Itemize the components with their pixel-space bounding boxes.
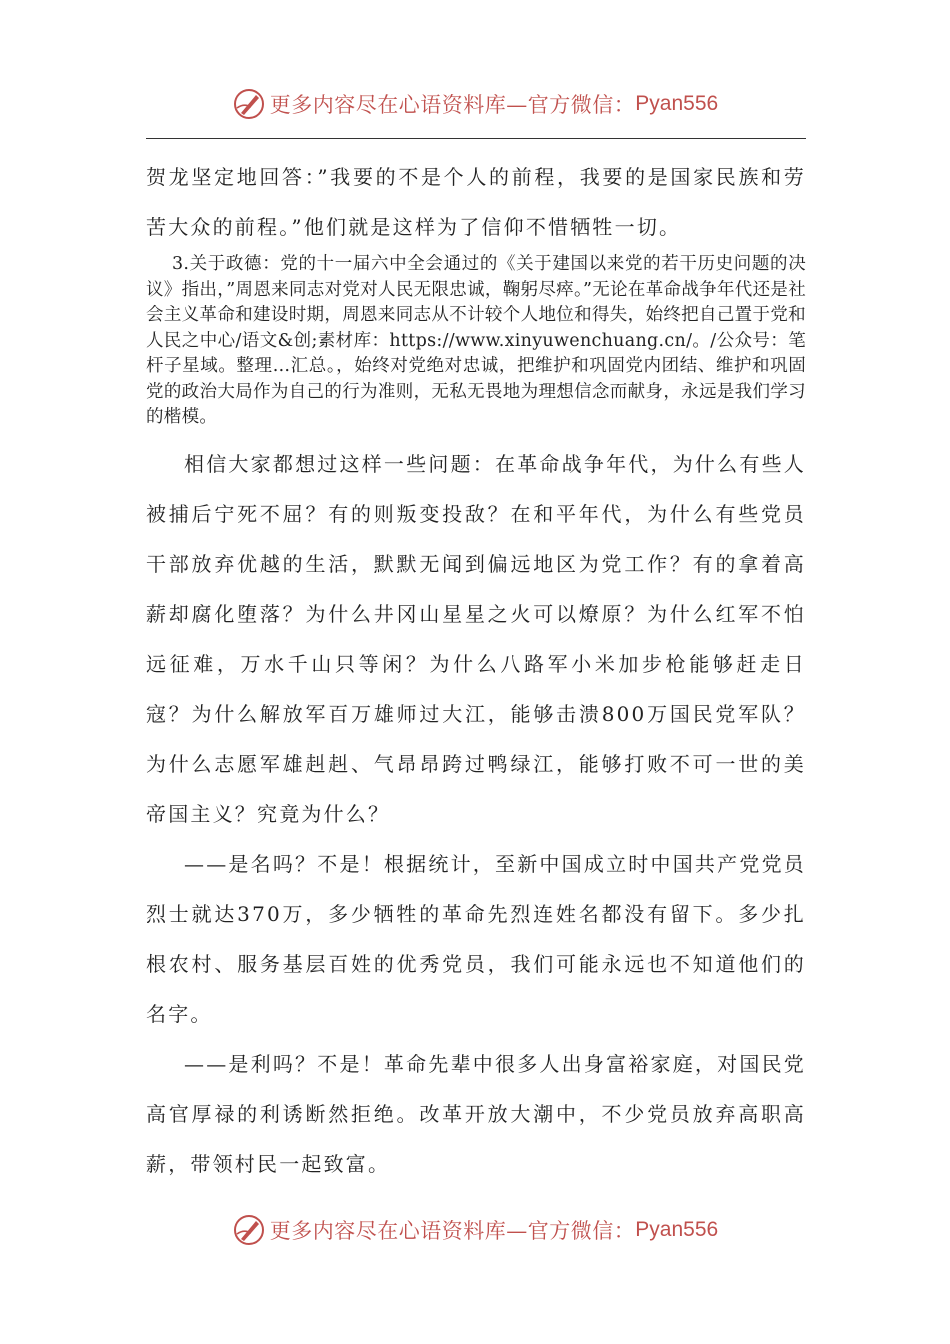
header-text: 更多内容尽在心语资料库—官方微信： [269,93,636,117]
footer-handle: Pyan556 [635,1218,719,1241]
header-handle: Pyan556 [635,92,719,115]
document-body [146,152,806,1189]
footer-banner [0,1210,950,1250]
paragraph-3: 相信大家都想过这样一些问题：在革命战争年代，为什么有些人被捕后宁死不屈？有的则叛变投敌？在和平年代，为什么有些党员干部放弃优越的生活，默默无闻到偏远地区为党工作？有的拿着高薪却腐化堕落？为什么井冈山星星之火可以燎原？为什么红军不怕远征难，万水千山只等闲？为什么八路军小米加步枪能够赶走日寇？为什么解放军百万雄师过大江，能够击溃800万国民党军队？为什么志愿军雄赳赳、气昂昂跨过鸭绿江，能够打败不可一世的美帝国主义？究竟为什么？ [146,451,806,826]
paragraph-4: ——是名吗？不是！根据统计，至新中国成立时中国共产党党员烈士就达370万，多少牺牲的革命先烈连姓名都没有留下。多少扎根农村、服务基层百姓的优秀党员，我们可能永远也不知道他们的名字。 [146,851,806,1026]
paragraph-5: ——是利吗？不是！革命先辈中很多人出身富裕家庭，对国民党高官厚禄的利诱断然拒绝。改革开放大潮中，不少党员放弃高职高薪，带领村民一起致富。 [146,1051,806,1176]
paragraph-2: 3.关于政德：党的十一届六中全会通过的《关于建国以来党的若干历史问题的决议》指出，”周恩来同志对党对人民无限忠诚，鞠躬尽瘁。”无论在革命战争年代还是社会主义革命和建设时期，周恩来同志从不计较个人地位和得失，始终把自己置于党和人民之中心/语文&创;素材库：https://www.xinyuwenchuang.cn/。/公众号：笔杆子星域。整理…汇总。，始终对党绝对忠诚，把维护和巩固党内团结、维护和巩固党的政治大局作为自己的行为准则，无私无畏地为理想信念而献身，永远是我们学习的楷模。 [146,254,806,427]
header-divider [146,138,806,139]
header-banner [0,84,950,124]
pen-logo-icon [232,1213,266,1247]
footer-text: 更多内容尽在心语资料库—官方微信： [269,1219,636,1243]
pen-logo-icon [232,87,266,121]
paragraph-1: 贺龙坚定地回答：”我要的不是个人的前程，我要的是国家民族和劳苦大众的前程。”他们就是这样为了信仰不惜牺牲一切。 [146,165,806,239]
